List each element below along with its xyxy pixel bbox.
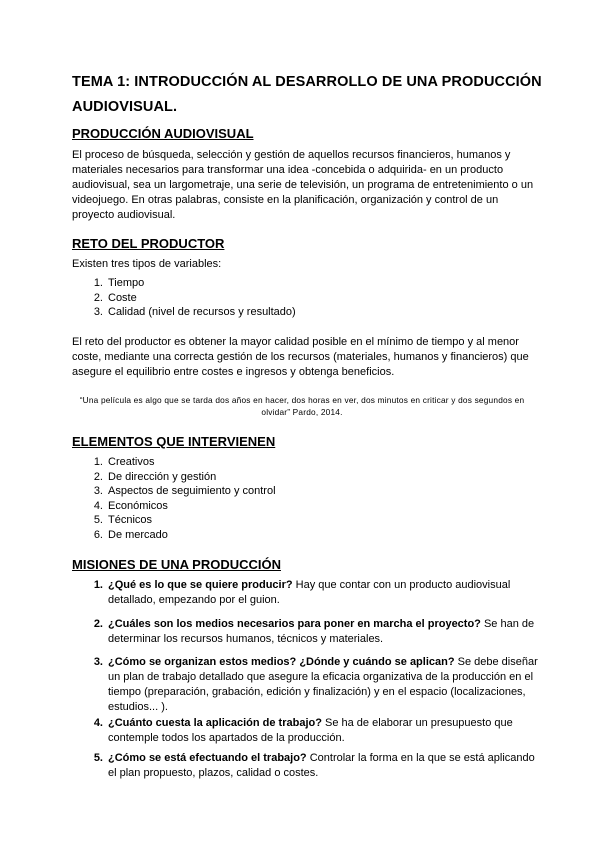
list-item: 5. ¿Cómo se está efectuando el trabajo? Controlar la forma en la que se está aplicando el plan propuesto, plazos, calidad o costes. bbox=[93, 752, 535, 779]
variables-list bbox=[93, 276, 528, 320]
list-item: 1. Creativos bbox=[93, 456, 155, 468]
list-item: 2. Coste bbox=[93, 291, 137, 304]
list-item: 3. ¿Cómo se organizan estos medios? ¿Dónde y cuándo se aplican? Se debe diseñar un plan de trabajo detallado que asegure la eficacia organizativa de la producción en el tiempo (preparación, grabación, edición y finalización) y en el espacio (localizaciones, estudios... ). bbox=[93, 656, 538, 713]
heading-produccion-audiovisual: PRODUCCIÓN AUDIOVISUAL bbox=[72, 126, 254, 141]
list-item: 2. ¿Cuáles son los medios necesarios para poner en marcha el proyecto? Se han de determinar los recursos humanos, técnicos y materiales. bbox=[93, 617, 535, 645]
quote-pardo: “Una película es algo que se tarda dos años en hacer, dos horas en ver, dos minutos en criticar y dos segundos en olvidar” Pardo, 2014. bbox=[79, 395, 525, 417]
list-item: 6. De mercado bbox=[93, 528, 168, 541]
list-item: 5. Técnicos bbox=[93, 514, 153, 526]
paragraph-reto-text: El reto del productor es obtener la mayor calidad posible en el mínimo de tiempo y al menor coste, mediante una correcta gestión de los recursos (materiales, humanos y financieros) que asegure el equilibrio entre costes e ingresos y obtenga beneficios. bbox=[72, 336, 529, 378]
heading-misiones-de-una-produccion: MISIONES DE UNA PRODUCCIÓN bbox=[72, 557, 281, 572]
document-title: TEMA 1: INTRODUCCIÓN AL DESARROLLO DE UNA PRODUCCIÓN AUDIOVISUAL. bbox=[72, 74, 542, 115]
list-item: 1. Tiempo bbox=[93, 277, 145, 289]
list-item: 3. Calidad (nivel de recursos y resultado) bbox=[93, 306, 296, 318]
heading-reto-del-productor: RETO DEL PRODUCTOR bbox=[72, 236, 225, 251]
paragraph-produccion-definition: El proceso de búsqueda, selección y gestión de aquellos recursos financieros, humanos y materiales necesarios para transformar una idea -concebida o adquirida- en un producto audiovisual, sea un largometraje, una serie de televisión, un programa de entretenimiento o un videojuego. En otras palabras, consiste en la planificación, organización y control de un proyecto audiovisual. bbox=[72, 149, 534, 221]
misiones-list bbox=[93, 578, 538, 790]
paragraph-variables-intro: Existen tres tipos de variables: bbox=[72, 258, 222, 270]
list-item: 3. Aspectos de seguimiento y control bbox=[93, 485, 276, 497]
list-item: 4. Económicos bbox=[93, 499, 168, 512]
list-item: 1. ¿Qué es lo que se quiere producir? Hay que contar con un producto audiovisual detallado, empezando por el guion. bbox=[93, 579, 511, 606]
heading-elementos-que-intervienen: ELEMENTOS QUE INTERVIENEN bbox=[72, 434, 276, 449]
list-item: 4. ¿Cuánto cuesta la aplicación de trabajo? Se ha de elaborar un presupuesto que contemple todos los apartados de la producción. bbox=[93, 716, 513, 744]
elementos-list bbox=[93, 455, 528, 542]
list-item: 2. De dirección y gestión bbox=[93, 470, 217, 483]
